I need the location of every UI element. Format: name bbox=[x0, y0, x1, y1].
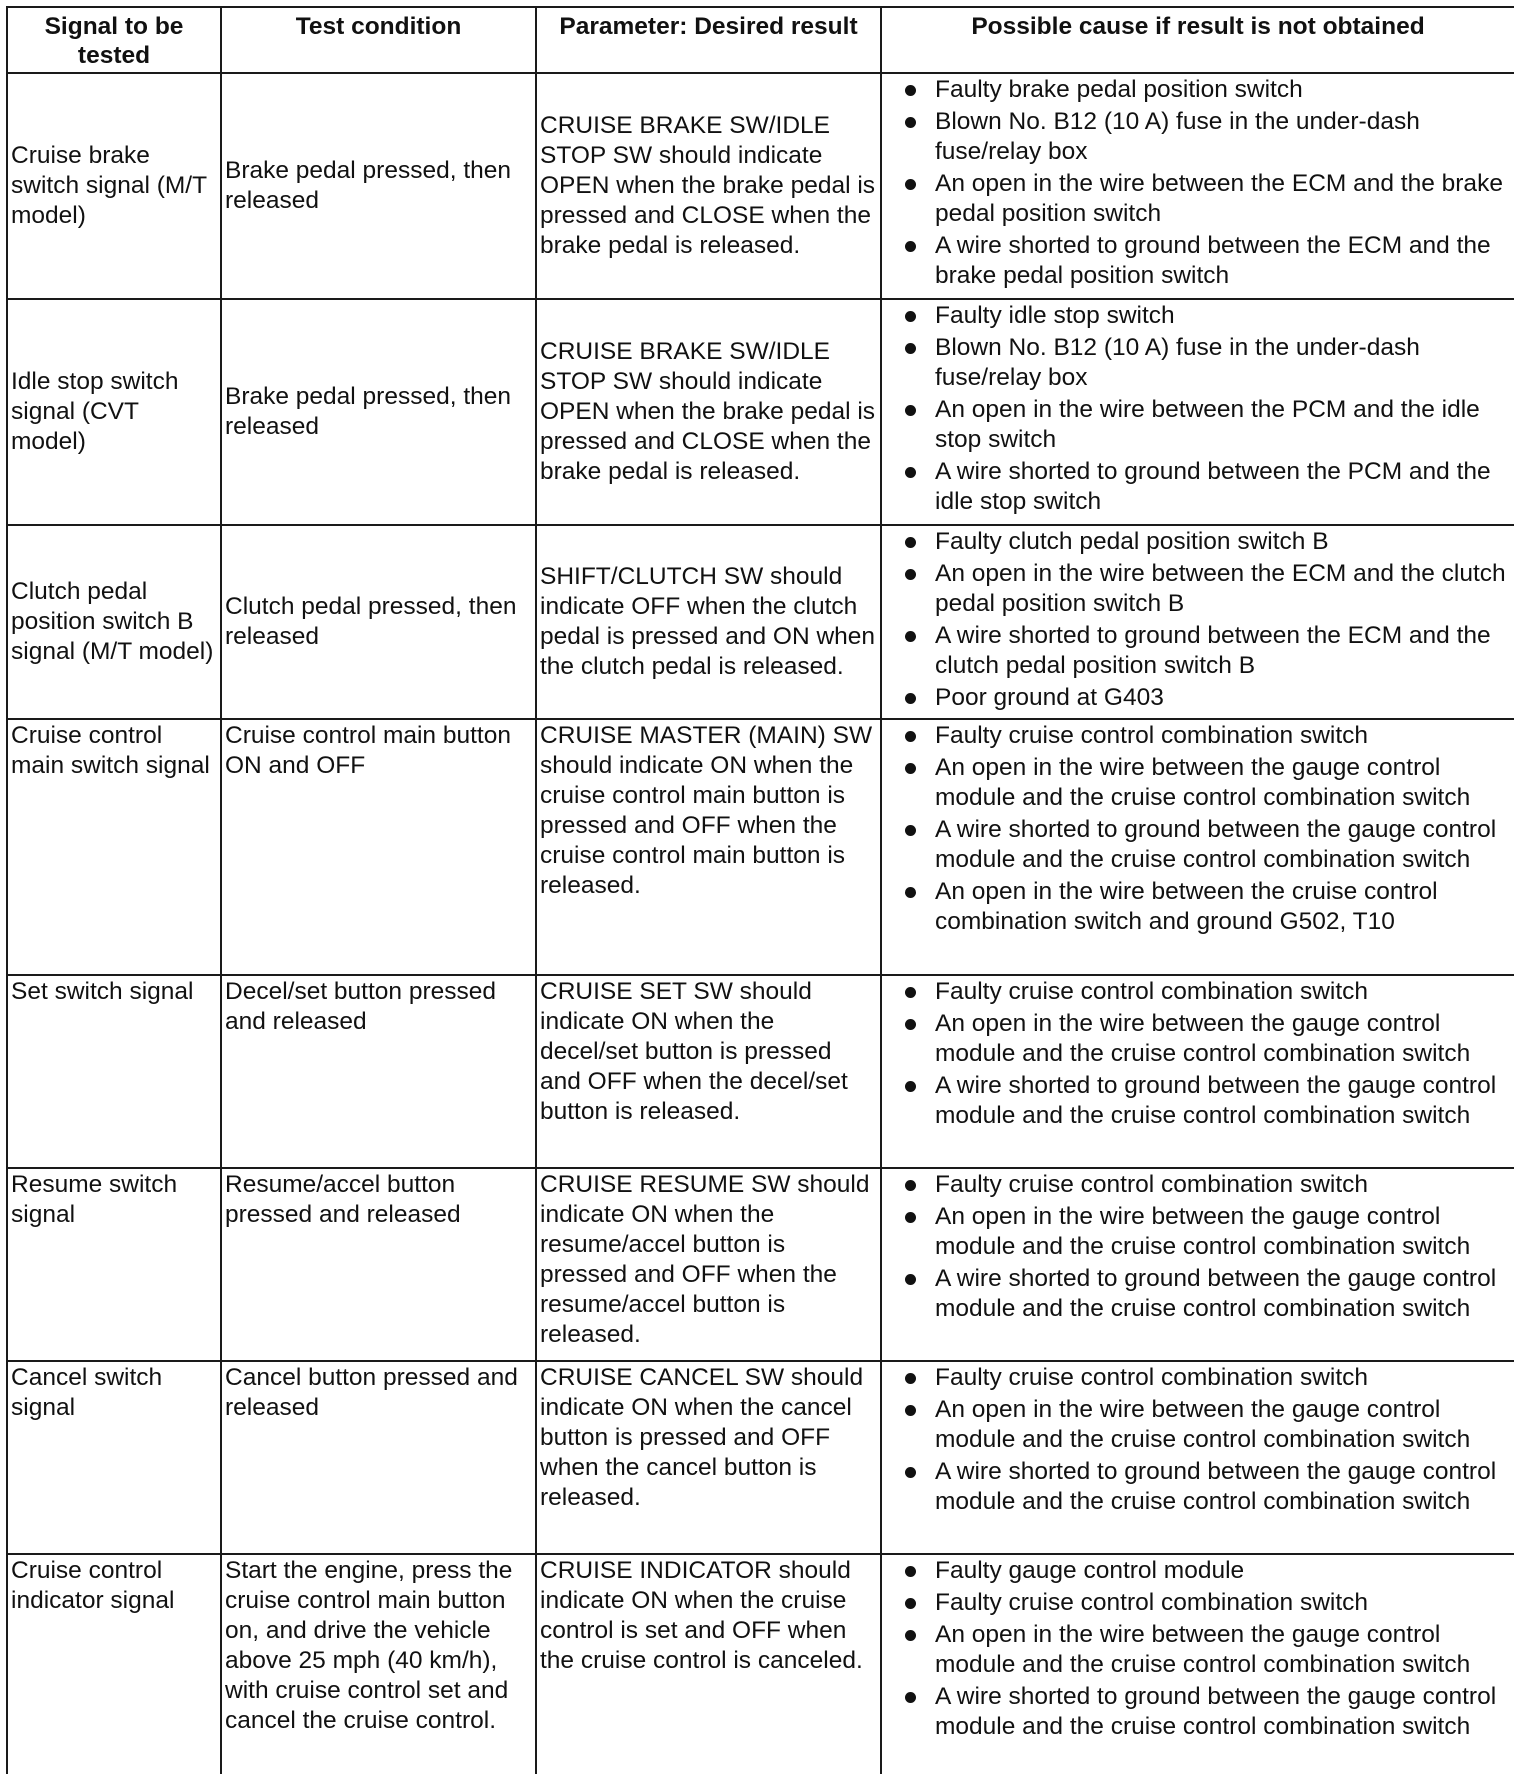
cause-text: An open in the wire between the ECM and the brake pedal position switch bbox=[935, 170, 1503, 227]
bullet-icon bbox=[905, 467, 916, 478]
bullet-icon bbox=[905, 825, 916, 836]
condition-cell: Brake pedal pressed, then released bbox=[221, 73, 536, 299]
signal-cell: Resume switch signal bbox=[7, 1168, 221, 1361]
cause-item bbox=[885, 1395, 1511, 1455]
cause-text: Faulty cruise control combination switch bbox=[935, 978, 1369, 1005]
signal-cell: Cruise control main switch signal bbox=[7, 719, 221, 975]
bullet-icon bbox=[905, 343, 916, 354]
table-row bbox=[7, 1554, 1514, 1774]
cause-text: Poor ground at G403 bbox=[935, 684, 1164, 711]
cause-text: A wire shorted to ground between the gauge control module and the cruise control combination switch bbox=[935, 1683, 1497, 1740]
table-row bbox=[7, 719, 1514, 975]
cause-item bbox=[885, 1071, 1511, 1131]
cause-item bbox=[885, 877, 1511, 937]
cause-item bbox=[885, 1170, 1511, 1200]
table-row bbox=[7, 1361, 1514, 1554]
condition-cell: Decel/set button pressed and released bbox=[221, 975, 536, 1168]
causes-cell bbox=[881, 719, 1514, 975]
header-parameter: Parameter: Desired result bbox=[536, 7, 881, 73]
cause-text: An open in the wire between the gauge control module and the cruise control combination switch bbox=[935, 1396, 1471, 1453]
cause-text: Faulty brake pedal position switch bbox=[935, 76, 1303, 103]
bullet-icon bbox=[905, 1405, 916, 1416]
cause-item bbox=[885, 1588, 1511, 1618]
table-row bbox=[7, 525, 1514, 719]
bullet-icon bbox=[905, 1019, 916, 1030]
cause-list bbox=[885, 977, 1511, 1131]
diagnostic-table-container bbox=[6, 6, 1514, 1774]
cause-item bbox=[885, 721, 1511, 751]
cause-list bbox=[885, 1363, 1511, 1517]
bullet-icon bbox=[905, 537, 916, 548]
cause-text: Faulty cruise control combination switch bbox=[935, 1364, 1369, 1391]
cause-list bbox=[885, 1556, 1511, 1742]
bullet-icon bbox=[905, 1274, 916, 1285]
cause-item bbox=[885, 333, 1511, 393]
cause-text: An open in the wire between the gauge control module and the cruise control combination switch bbox=[935, 1010, 1471, 1067]
cause-text: Faulty cruise control combination switch bbox=[935, 722, 1369, 749]
parameter-cell: CRUISE INDICATOR should indicate ON when the cruise control is set and OFF when the cruise control is canceled. bbox=[536, 1554, 881, 1774]
cause-item bbox=[885, 527, 1511, 557]
table-row bbox=[7, 299, 1514, 525]
parameter-cell: CRUISE RESUME SW should indicate ON when the resume/accel button is pressed and OFF when the resume/accel button is released. bbox=[536, 1168, 881, 1361]
cause-item bbox=[885, 75, 1511, 105]
cause-item bbox=[885, 395, 1511, 455]
cause-text: An open in the wire between the gauge control module and the cruise control combination switch bbox=[935, 754, 1471, 811]
bullet-icon bbox=[905, 405, 916, 416]
bullet-icon bbox=[905, 1566, 916, 1577]
cause-item bbox=[885, 1009, 1511, 1069]
cause-item bbox=[885, 1457, 1511, 1517]
header-test-condition: Test condition bbox=[221, 7, 536, 73]
cause-text: A wire shorted to ground between the gauge control module and the cruise control combination switch bbox=[935, 1265, 1497, 1322]
cause-item bbox=[885, 977, 1511, 1007]
cause-text: Blown No. B12 (10 A) fuse in the under-dash fuse/relay box bbox=[935, 334, 1420, 391]
parameter-cell: SHIFT/CLUTCH SW should indicate OFF when the clutch pedal is pressed and ON when the clutch pedal is released. bbox=[536, 525, 881, 719]
causes-cell bbox=[881, 1168, 1514, 1361]
cause-item bbox=[885, 1264, 1511, 1324]
bullet-icon bbox=[905, 117, 916, 128]
condition-cell: Brake pedal pressed, then released bbox=[221, 299, 536, 525]
cause-text: A wire shorted to ground between the ECM and the brake pedal position switch bbox=[935, 232, 1491, 289]
causes-cell bbox=[881, 1361, 1514, 1554]
causes-cell bbox=[881, 525, 1514, 719]
cause-item bbox=[885, 753, 1511, 813]
cause-text: An open in the wire between the cruise control combination switch and ground G502, T10 bbox=[935, 878, 1438, 935]
bullet-icon bbox=[905, 631, 916, 642]
signal-cell: Set switch signal bbox=[7, 975, 221, 1168]
cause-item bbox=[885, 107, 1511, 167]
parameter-cell: CRUISE MASTER (MAIN) SW should indicate ON when the cruise control main button is pressed and OFF when the cruise control main button is released. bbox=[536, 719, 881, 975]
cause-text: Faulty clutch pedal position switch B bbox=[935, 528, 1329, 555]
header-signal: Signal to be tested bbox=[7, 7, 221, 73]
bullet-icon bbox=[905, 241, 916, 252]
cause-list bbox=[885, 75, 1511, 291]
cause-list bbox=[885, 301, 1511, 517]
causes-cell bbox=[881, 73, 1514, 299]
causes-cell bbox=[881, 1554, 1514, 1774]
parameter-cell: CRUISE CANCEL SW should indicate ON when the cancel button is pressed and OFF when the cancel button is released. bbox=[536, 1361, 881, 1554]
cause-text: A wire shorted to ground between the gauge control module and the cruise control combination switch bbox=[935, 1072, 1497, 1129]
cause-text: A wire shorted to ground between the ECM and the clutch pedal position switch B bbox=[935, 622, 1491, 679]
bullet-icon bbox=[905, 1373, 916, 1384]
bullet-icon bbox=[905, 569, 916, 580]
bullet-icon bbox=[905, 1081, 916, 1092]
bullet-icon bbox=[905, 1467, 916, 1478]
table-row bbox=[7, 1168, 1514, 1361]
cause-text: A wire shorted to ground between the gauge control module and the cruise control combination switch bbox=[935, 1458, 1497, 1515]
signal-cell: Cruise brake switch signal (M/T model) bbox=[7, 73, 221, 299]
cause-item bbox=[885, 621, 1511, 681]
bullet-icon bbox=[905, 1598, 916, 1609]
cause-item bbox=[885, 169, 1511, 229]
cause-item bbox=[885, 1363, 1511, 1393]
parameter-cell: CRUISE BRAKE SW/IDLE STOP SW should indicate OPEN when the brake pedal is pressed and CLOSE when the brake pedal is released. bbox=[536, 73, 881, 299]
bullet-icon bbox=[905, 693, 916, 704]
condition-cell: Start the engine, press the cruise control main button on, and drive the vehicle above 25 mph (40 km/h), with cruise control set and cancel the cruise control. bbox=[221, 1554, 536, 1774]
cause-text: An open in the wire between the gauge control module and the cruise control combination switch bbox=[935, 1621, 1471, 1678]
cause-text: An open in the wire between the ECM and the clutch pedal position switch B bbox=[935, 560, 1506, 617]
cause-item bbox=[885, 683, 1511, 713]
bullet-icon bbox=[905, 1212, 916, 1223]
cause-item bbox=[885, 301, 1511, 331]
signal-cell: Idle stop switch signal (CVT model) bbox=[7, 299, 221, 525]
bullet-icon bbox=[905, 1692, 916, 1703]
bullet-icon bbox=[905, 85, 916, 96]
cause-text: An open in the wire between the gauge control module and the cruise control combination switch bbox=[935, 1203, 1471, 1260]
bullet-icon bbox=[905, 1630, 916, 1641]
header-row bbox=[7, 7, 1514, 73]
condition-cell: Clutch pedal pressed, then released bbox=[221, 525, 536, 719]
header-possible-cause: Possible cause if result is not obtained bbox=[881, 7, 1514, 73]
bullet-icon bbox=[905, 179, 916, 190]
signal-cell: Cancel switch signal bbox=[7, 1361, 221, 1554]
cause-item bbox=[885, 815, 1511, 875]
cause-list bbox=[885, 527, 1511, 713]
cause-item bbox=[885, 1682, 1511, 1742]
bullet-icon bbox=[905, 311, 916, 322]
signal-cell: Clutch pedal position switch B signal (M/T model) bbox=[7, 525, 221, 719]
cause-item bbox=[885, 1202, 1511, 1262]
cause-text: Faulty cruise control combination switch bbox=[935, 1171, 1369, 1198]
parameter-cell: CRUISE BRAKE SW/IDLE STOP SW should indicate OPEN when the brake pedal is pressed and CLOSE when the brake pedal is released. bbox=[536, 299, 881, 525]
table-row bbox=[7, 73, 1514, 299]
cause-item bbox=[885, 559, 1511, 619]
signal-cell: Cruise control indicator signal bbox=[7, 1554, 221, 1774]
condition-cell: Cruise control main button ON and OFF bbox=[221, 719, 536, 975]
bullet-icon bbox=[905, 987, 916, 998]
cause-text: A wire shorted to ground between the PCM and the idle stop switch bbox=[935, 458, 1491, 515]
cause-text: Blown No. B12 (10 A) fuse in the under-dash fuse/relay box bbox=[935, 108, 1420, 165]
bullet-icon bbox=[905, 887, 916, 898]
parameter-cell: CRUISE SET SW should indicate ON when the decel/set button is pressed and OFF when the decel/set button is released. bbox=[536, 975, 881, 1168]
cause-list bbox=[885, 1170, 1511, 1324]
cause-list bbox=[885, 721, 1511, 937]
cause-text: An open in the wire between the PCM and the idle stop switch bbox=[935, 396, 1480, 453]
bullet-icon bbox=[905, 1180, 916, 1191]
cause-item bbox=[885, 1620, 1511, 1680]
condition-cell: Cancel button pressed and released bbox=[221, 1361, 536, 1554]
cause-text: A wire shorted to ground between the gauge control module and the cruise control combination switch bbox=[935, 816, 1497, 873]
condition-cell: Resume/accel button pressed and released bbox=[221, 1168, 536, 1361]
table-row bbox=[7, 975, 1514, 1168]
cause-text: Faulty gauge control module bbox=[935, 1557, 1245, 1584]
causes-cell bbox=[881, 299, 1514, 525]
cause-item bbox=[885, 457, 1511, 517]
cause-item bbox=[885, 231, 1511, 291]
cause-item bbox=[885, 1556, 1511, 1586]
cause-text: Faulty idle stop switch bbox=[935, 302, 1175, 329]
signal-test-table bbox=[6, 6, 1514, 1774]
bullet-icon bbox=[905, 763, 916, 774]
bullet-icon bbox=[905, 731, 916, 742]
cause-text: Faulty cruise control combination switch bbox=[935, 1589, 1369, 1616]
causes-cell bbox=[881, 975, 1514, 1168]
